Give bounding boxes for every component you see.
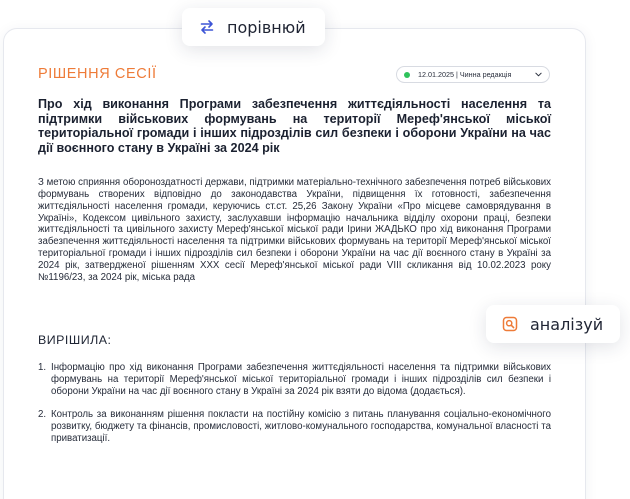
resolved-label: ВИРІШИЛА: (38, 333, 112, 347)
item-number: 1. (38, 362, 47, 373)
version-date: 12.01.2025 (418, 70, 454, 79)
version-select[interactable] (396, 66, 550, 83)
item-number: 2. (38, 408, 47, 420)
list-item (38, 362, 551, 398)
decision-list (38, 362, 551, 455)
list-item (38, 409, 551, 445)
compare-button[interactable] (182, 8, 325, 46)
status-dot (404, 72, 410, 78)
item-text: Контроль за виконанням рішення покласти на постійну комісію з питань планування соціально-економічного розвитку, бюджету та фінансів, промисловості, житлово-комунального господарства, комунальної власності та приватизації. (51, 408, 551, 444)
chevron-down-icon (535, 71, 542, 78)
document-heading: Про хід виконання Програми забезпечення життєдіяльності населення та підтримки військових формувань на території Мереф'янської міської територіальної громади і інших підрозділів сил безпеки і оборони України на час дії воєнного стану в Україні за 2024 рік (38, 97, 551, 156)
swap-arrows-icon (199, 19, 215, 35)
document-type-label: РІШЕННЯ СЕСІЇ (38, 66, 157, 82)
analyze-button[interactable] (486, 305, 620, 343)
search-document-icon (502, 316, 518, 332)
item-text: Інформацію про хід виконання Програми забезпечення життєдіяльності населення та підтримки військових формувань на території Мереф'янської міської територіальної громади і інших підрозділів сил безпеки і оборони України на час дії воєнного стану в Україні за 2024 рік взяти до відома (додається). (51, 362, 551, 397)
document-preamble: З метою сприяння обороноздатності держави, підтримки матеріально-технічного забезпечення потреб військових формувань створених відповідно до законодавства України, підвищення їх готовності, забезпечення життєдіяльності населення громади, керуючись ст.ст. 25,26 Закону України «Про місцеве самоврядування в Україні», Кодексом цивільного захисту, заслухавши інформацію начальника відділу охорони праці, безпеки життєдіяльності та цивільного захисту Мереф'янської міської ради Ірини ЖАДЬКО про хід виконання Програми забезпечення життєдіяльності населення та підтримки військових формувань на території Мереф'янської міської територіальної громади і інших підрозділів сил безпеки і оборони України на час дії воєнного стану в Україні за 2024 рік, затвердженої рішенням XXX сесії Мереф'янської міської ради VIII скликання від 10.02.2023 року №1196/23, за 2024 рік, міська рада (38, 177, 551, 283)
analyze-button-label: аналізуй (530, 314, 604, 334)
version-label (418, 70, 511, 79)
compare-button-label: порівнюй (227, 17, 306, 37)
version-separator: | (453, 70, 460, 79)
version-status: Чинна редакція (459, 70, 512, 79)
